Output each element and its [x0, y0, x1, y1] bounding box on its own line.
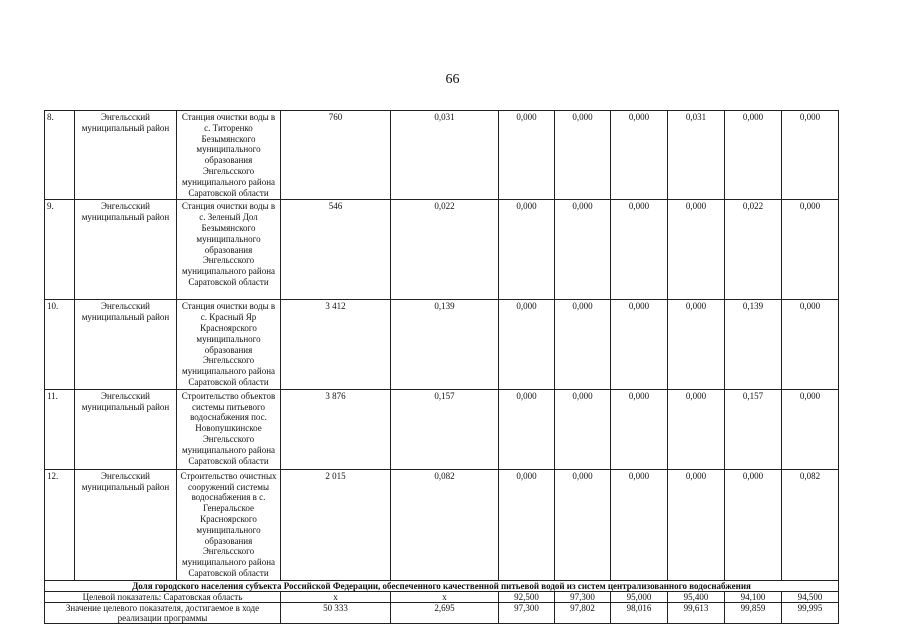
- value-cell: 0,000: [499, 200, 555, 300]
- value-cell: 0,000: [725, 111, 782, 200]
- section-header-row: [45, 580, 839, 591]
- object-cell: Станция очистки воды в с. Титоренко Безымянского муниципального образования Энгельсского муниципального района Саратовской области: [177, 111, 281, 200]
- value-cell: 0,000: [725, 469, 782, 580]
- achieved-value: 99,613: [668, 602, 725, 623]
- value-cell: 0,000: [555, 300, 611, 389]
- value-cell: 0,082: [391, 469, 499, 580]
- table-row: [45, 200, 839, 300]
- value-cell: 2 015: [281, 469, 391, 580]
- target-value: 92,500: [499, 591, 555, 602]
- municipality-cell: Энгельсский муниципальный район: [75, 469, 177, 580]
- municipality-cell: Энгельсский муниципальный район: [75, 111, 177, 200]
- row-number: 11.: [45, 389, 75, 469]
- value-cell: 0,000: [611, 200, 668, 300]
- value-cell: 0,000: [555, 469, 611, 580]
- value-cell: 0,000: [668, 389, 725, 469]
- value-cell: 0,000: [555, 200, 611, 300]
- object-cell: Станция очистки воды в с. Зеленый Дол Безымянского муниципального образования Энгельсского муниципального района Саратовской области: [177, 200, 281, 300]
- value-cell: 0,082: [782, 469, 839, 580]
- target-value: 95,400: [668, 591, 725, 602]
- value-cell: 0,157: [391, 389, 499, 469]
- value-cell: 546: [281, 200, 391, 300]
- achieved-label: Значение целевого показателя, достигаемое в ходе реализации программы: [45, 602, 281, 623]
- value-cell: 0,139: [391, 300, 499, 389]
- value-cell: 0,000: [782, 300, 839, 389]
- target-row: [45, 591, 839, 602]
- municipality-cell: Энгельсский муниципальный район: [75, 389, 177, 469]
- table-row: [45, 111, 839, 200]
- value-cell: 0,022: [391, 200, 499, 300]
- value-cell: 760: [281, 111, 391, 200]
- target-value: 95,000: [611, 591, 668, 602]
- value-cell: 0,000: [499, 389, 555, 469]
- value-cell: 0,000: [668, 200, 725, 300]
- municipality-cell: Энгельсский муниципальный район: [75, 200, 177, 300]
- target-label: Целевой показатель: Саратовская область: [45, 591, 281, 602]
- value-cell: 0,000: [499, 300, 555, 389]
- value-cell: 0,022: [725, 200, 782, 300]
- value-cell: 0,000: [499, 111, 555, 200]
- value-cell: 0,031: [668, 111, 725, 200]
- value-cell: 3 876: [281, 389, 391, 469]
- value-cell: 0,000: [782, 389, 839, 469]
- value-cell: 0,000: [782, 111, 839, 200]
- object-cell: Станция очистки воды в с. Красный Яр Красноярского муниципального образования Энгельсского муниципального района Саратовской области: [177, 300, 281, 389]
- target-value: 94,100: [725, 591, 782, 602]
- value-cell: 0,000: [611, 389, 668, 469]
- object-cell: Строительство объектов системы питьевого водоснабжения пос. Новопушкинское Энгельсского муниципального района Саратовской области: [177, 389, 281, 469]
- value-cell: 0,000: [782, 200, 839, 300]
- value-cell: 0,139: [725, 300, 782, 389]
- value-cell: 3 412: [281, 300, 391, 389]
- municipality-cell: Энгельсский муниципальный район: [75, 300, 177, 389]
- achieved-value: 2,695: [391, 602, 499, 623]
- value-cell: 0,000: [611, 111, 668, 200]
- object-cell: Строительство очистных сооружений системы водоснабжения в с. Генеральское Красноярского муниципального образования Энгельсского муниципального района Саратовской области: [177, 469, 281, 580]
- target-value: 97,300: [555, 591, 611, 602]
- achieved-value: 99,859: [725, 602, 782, 623]
- achieved-value: 98,016: [611, 602, 668, 623]
- value-cell: 0,000: [611, 300, 668, 389]
- row-number: 10.: [45, 300, 75, 389]
- value-cell: 0,000: [611, 469, 668, 580]
- value-cell: 0,000: [499, 469, 555, 580]
- row-number: 8.: [45, 111, 75, 200]
- achieved-value: 99,995: [782, 602, 839, 623]
- page-number: 66: [445, 72, 460, 87]
- row-number: 12.: [45, 469, 75, 580]
- table-row: [45, 389, 839, 469]
- value-cell: 0,000: [668, 469, 725, 580]
- target-value: х: [391, 591, 499, 602]
- table-row: [45, 469, 839, 580]
- achieved-value: 97,802: [555, 602, 611, 623]
- target-value: х: [281, 591, 391, 602]
- value-cell: 0,031: [391, 111, 499, 200]
- row-number: 9.: [45, 200, 75, 300]
- value-cell: 0,000: [668, 300, 725, 389]
- achieved-value: 50 333: [281, 602, 391, 623]
- achieved-row: [45, 602, 839, 623]
- achieved-value: 97,300: [499, 602, 555, 623]
- value-cell: 0,157: [725, 389, 782, 469]
- target-value: 94,500: [782, 591, 839, 602]
- value-cell: 0,000: [555, 111, 611, 200]
- program-table: [44, 110, 839, 624]
- value-cell: 0,000: [555, 389, 611, 469]
- section-header: Доля городского населения субъекта Российской Федерации, обеспеченного качественной питьевой водой из систем централизованного водоснабжения: [45, 580, 839, 591]
- table-row: [45, 300, 839, 389]
